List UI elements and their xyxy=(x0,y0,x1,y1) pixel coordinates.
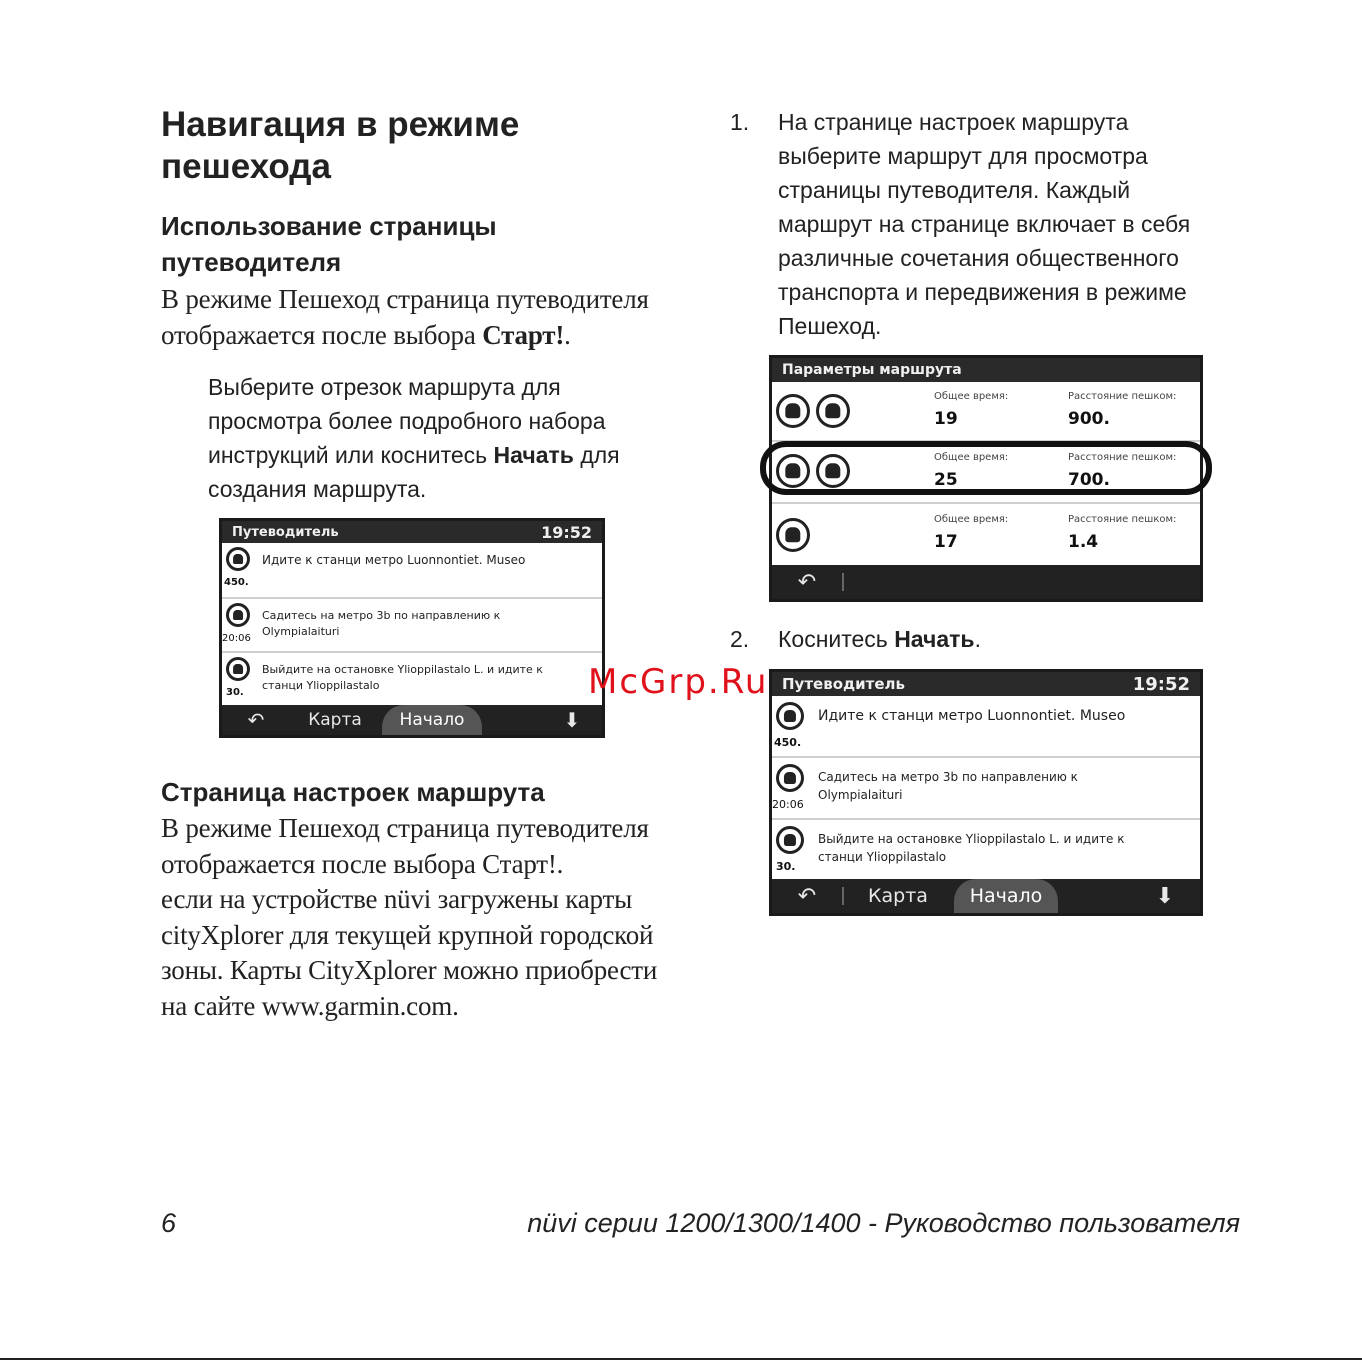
screen-time: 19:52 xyxy=(1132,673,1190,695)
total-time: 25 xyxy=(934,470,958,490)
section1-paragraph xyxy=(161,282,701,353)
paragraph-line: если на устройстве nüvi загружены карты xyxy=(161,884,633,914)
row-text: Идите к станци метро Luonnontiet. Museo xyxy=(818,708,1126,724)
row-text: Садитесь на метро 3b по направлению к xyxy=(818,770,1078,784)
screen-title: Параметры маршрута xyxy=(772,358,1200,382)
walk-label: Расстояние пешком: xyxy=(1068,514,1177,525)
paragraph-line: cityXplorer для текущей крупной городской xyxy=(161,919,654,950)
page-bottom-rule xyxy=(0,1358,1362,1360)
row-distance: 450. xyxy=(774,736,802,749)
total-time: 17 xyxy=(934,532,958,552)
metro-icon xyxy=(816,394,850,428)
paragraph-line xyxy=(208,438,688,472)
paragraph-line: различные сочетания общественного xyxy=(778,245,1179,271)
step-number: 2. xyxy=(730,626,750,652)
total-time: 19 xyxy=(934,409,958,429)
watermark-text: McGrp.Ru xyxy=(588,662,769,702)
selection-highlight xyxy=(760,441,1212,495)
walk-label: Расстояние пешком: xyxy=(1068,452,1177,463)
screen-time: 19:52 xyxy=(541,522,592,542)
guide-row[interactable] xyxy=(772,820,1200,882)
pedestrian-icon xyxy=(776,394,810,428)
walk-distance: 700. xyxy=(1068,470,1110,490)
pedestrian-icon xyxy=(226,657,250,681)
paragraph-line: маршрут на странице включает в себя xyxy=(778,211,1191,237)
section-heading-route-settings: Страница настроек маршрута xyxy=(161,777,545,807)
walk-label: Расстояние пешком: xyxy=(1068,391,1177,402)
paragraph-line: страницы путеводителя. Каждый xyxy=(778,177,1131,203)
guide-screen-large xyxy=(769,669,1203,916)
bold-term: Начать xyxy=(493,442,574,468)
heading-line: Использование страницы xyxy=(161,211,497,241)
text-run: для xyxy=(573,442,620,468)
row-text: Выйдите на остановке Ylioppilastalo L. и идите к xyxy=(262,663,543,676)
step2-text xyxy=(778,622,1218,656)
row-time: 20:06 xyxy=(222,633,251,644)
guide-screen-small xyxy=(219,518,605,738)
metro-icon xyxy=(226,603,250,627)
guide-row[interactable] xyxy=(222,543,602,599)
metro-icon xyxy=(776,764,804,792)
time-label: Общее время: xyxy=(934,391,1009,402)
row-time: 20:06 xyxy=(772,798,804,811)
map-button[interactable]: Карта xyxy=(868,885,928,907)
row-text: станци Ylioppilastalo xyxy=(262,679,380,692)
bold-term: Начать xyxy=(894,626,975,652)
guide-row[interactable] xyxy=(772,696,1200,758)
section-heading-guide-page xyxy=(161,208,681,280)
route-option[interactable] xyxy=(772,382,1200,442)
paragraph-line: транспорта и передвижения в режиме xyxy=(778,279,1187,305)
paragraph-line: зоны. Карты CityXplorer можно приобрести xyxy=(161,955,658,985)
down-arrow-icon[interactable]: ⬇ xyxy=(563,708,581,732)
row-distance: 30. xyxy=(226,687,244,698)
screen-bottom-bar xyxy=(222,705,602,735)
step-number: 1. xyxy=(730,109,750,135)
start-button[interactable]: Начало xyxy=(954,879,1058,913)
time-label: Общее время: xyxy=(934,514,1009,525)
paragraph-line: создания маршрута. xyxy=(208,476,427,502)
down-arrow-icon[interactable]: ⬇ xyxy=(1155,883,1175,909)
guide-row[interactable] xyxy=(772,758,1200,820)
pedestrian-icon xyxy=(776,518,810,552)
row-text: Olympialaituri xyxy=(818,788,903,802)
map-button[interactable]: Карта xyxy=(308,710,362,730)
back-arrow-icon[interactable]: ↶ xyxy=(797,883,817,909)
paragraph-line: просмотра более подробного набора xyxy=(208,408,606,434)
screen-bottom-bar xyxy=(772,565,1200,599)
heading-line: путеводителя xyxy=(161,247,342,277)
paragraph-line: выберите маршрут для просмотра xyxy=(778,143,1148,169)
screen-titlebar xyxy=(772,672,1200,696)
screen-titlebar xyxy=(222,521,602,543)
step1-text xyxy=(778,105,1248,343)
paragraph-line: на сайте www.garmin.com. xyxy=(161,990,459,1021)
text-run: инструкций или коснитесь xyxy=(208,442,494,468)
walk-distance: 1.4 xyxy=(1068,532,1099,552)
row-text: Садитесь на метро 3b по направлению к xyxy=(262,609,501,622)
paragraph-line: На странице настроек маршрута xyxy=(778,109,1129,135)
row-text: Olympialaituri xyxy=(262,625,340,638)
pedestrian-icon xyxy=(226,547,250,571)
title-line-2: пешехода xyxy=(161,147,331,186)
paragraph-line xyxy=(161,318,701,354)
paragraph-line: отображается после выбора Старт!. xyxy=(161,848,564,879)
manual-title: nüvi серии 1200/1300/1400 - Руководство пользователя xyxy=(527,1208,1240,1238)
back-arrow-icon[interactable]: ↶ xyxy=(797,569,817,595)
time-label: Общее время: xyxy=(934,452,1009,463)
route-option[interactable] xyxy=(772,504,1200,566)
paragraph-line: В режиме Пешеход страница путеводителя xyxy=(161,284,649,314)
guide-row[interactable] xyxy=(222,599,602,653)
screen-title: Путеводитель xyxy=(782,675,905,693)
pedestrian-icon xyxy=(776,826,804,854)
text-run: . xyxy=(974,626,981,652)
row-distance: 450. xyxy=(224,577,249,588)
bar-divider xyxy=(842,887,844,905)
instruction-paragraph xyxy=(208,370,688,506)
bold-term: Старт! xyxy=(482,319,565,350)
guide-row[interactable] xyxy=(222,653,602,709)
bar-divider xyxy=(842,573,844,591)
row-distance: 30. xyxy=(776,860,796,873)
text-run: . xyxy=(564,319,571,350)
text-run: отображается после выбора xyxy=(161,319,483,350)
page-title xyxy=(161,104,681,188)
back-arrow-icon[interactable]: ↶ xyxy=(247,708,265,732)
text-run: Коснитесь xyxy=(778,626,895,652)
screen-title: Путеводитель xyxy=(232,524,339,540)
row-text: Выйдите на остановке Ylioppilastalo L. и идите к xyxy=(818,832,1125,846)
row-text: Идите к станци метро Luonnontiet. Museo xyxy=(262,553,526,567)
paragraph-line: Выберите отрезок маршрута для xyxy=(208,374,561,400)
section2-paragraph xyxy=(161,811,721,1024)
start-button[interactable]: Начало xyxy=(382,705,482,735)
walk-distance: 900. xyxy=(1068,409,1110,429)
paragraph-line: В режиме Пешеход страница путеводителя xyxy=(161,813,649,843)
page-number: 6 xyxy=(161,1208,177,1238)
title-line-1: Навигация в режиме xyxy=(161,105,520,144)
screen-bottom-bar xyxy=(772,879,1200,913)
pedestrian-icon xyxy=(776,702,804,730)
paragraph-line: Пешеход. xyxy=(778,313,882,339)
row-text: станци Ylioppilastalo xyxy=(818,850,947,864)
